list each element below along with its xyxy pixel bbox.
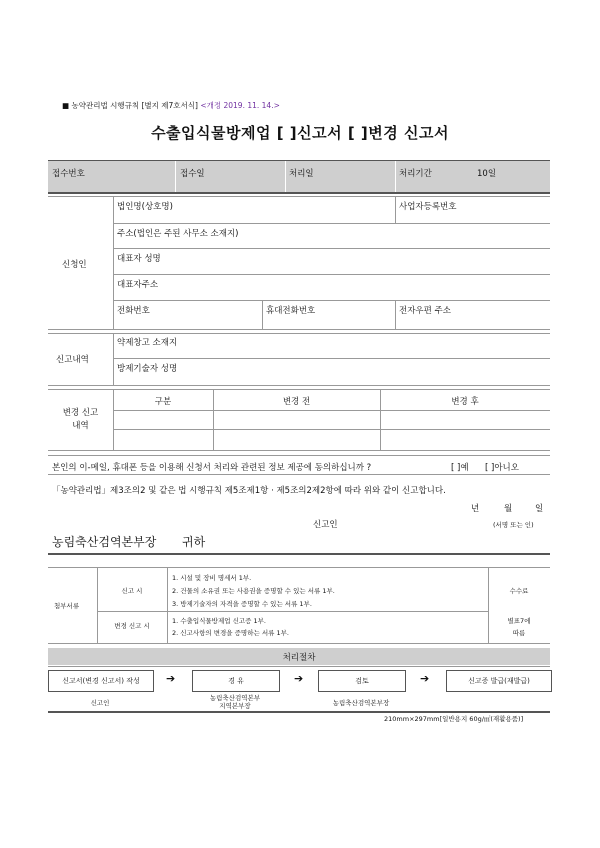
consent-yes[interactable]: [ ]예	[451, 463, 469, 473]
form-reference	[62, 100, 280, 111]
receipt-date-label: 접수일	[180, 169, 205, 179]
rep-name-label: 대표자 성명	[117, 254, 161, 264]
col-after-header: 변경 후	[451, 397, 479, 407]
process-period-label: 처리기간	[399, 169, 432, 179]
email-label: 전자우편 주소	[399, 306, 451, 316]
applicant-section-label: 신청인	[62, 260, 87, 270]
consent-question: 본인의 이-메일, 휴대폰 등을 이용해 신청서 처리와 관련된 정보 제공에 동의하십니까 ?	[52, 463, 372, 473]
declaration-text: 「농약관리법」제3조의2 및 같은 법 시행규칙 제5조제1항 · 제5조의2제2항에 따라 위와 같이 신고합니다.	[52, 486, 446, 496]
consent-no[interactable]: [ ]아니오	[485, 463, 519, 473]
rep-address-label: 대표자주소	[117, 280, 159, 290]
fee-label: 수수료	[509, 587, 529, 595]
page-title: 수출입식물방제업 [ ]신고서 [ ]변경 신고서	[151, 124, 449, 142]
arrow-right-icon: ➔	[294, 672, 304, 685]
actor-reporter: 신고인	[90, 699, 110, 707]
new-item-1: 1. 시설 및 장비 명세서 1부.	[172, 574, 252, 582]
fee-note-1: 별표7에	[507, 617, 531, 625]
arrow-right-icon: ➔	[166, 672, 176, 685]
form-ref-text: 농약관리법 시행규칙 [별지 제7호서식]	[71, 101, 198, 110]
change-section-label-1: 변경 신고	[62, 408, 99, 418]
recipient: 농림축산검역본부장	[52, 535, 157, 549]
actor-regional-2: 지역본부장	[219, 702, 251, 710]
change-report-label: 변경 신고 시	[114, 622, 150, 630]
procedure-title: 처리절차	[282, 653, 316, 663]
change-section-label-2: 내역	[72, 421, 89, 431]
process-date-label: 처리일	[289, 169, 314, 179]
corp-name-label: 법인명(상호명)	[117, 202, 173, 212]
col-before-header: 변경 전	[282, 397, 311, 407]
year-label: 년	[471, 504, 480, 514]
new-report-label: 신고 시	[121, 587, 143, 595]
recipient-line	[52, 533, 205, 550]
col-type-header: 구분	[154, 397, 172, 407]
phone-label: 전화번호	[117, 306, 150, 316]
sign-note: (서명 또는 인)	[493, 521, 534, 529]
actor-director: 농림축산검역본부장	[332, 699, 390, 707]
technician-label: 방제기술자 성명	[117, 364, 178, 374]
attachments-section-label: 첨부서류	[54, 602, 80, 610]
honorific: 귀하	[182, 535, 206, 549]
step-forward: 경 유	[192, 670, 280, 692]
receipt-number-label: 접수번호	[52, 169, 85, 179]
day-label: 일	[535, 504, 544, 514]
month-label: 월	[504, 504, 513, 514]
report-section-label: 신고내역	[56, 355, 89, 365]
change-item-2: 2. 신고사항의 변경을 증명하는 서류 1부.	[172, 629, 289, 637]
paper-spec: 210mm×297mm[일반용지 60g/㎡(재활용품)]	[384, 715, 524, 723]
warehouse-label: 약제창고 소재지	[117, 338, 178, 348]
mobile-label: 휴대전화번호	[266, 306, 316, 316]
revision-note: <개정 2019. 11. 14.>	[200, 101, 280, 110]
new-item-2: 2. 건물의 소유권 또는 사용권을 증명할 수 있는 서류 1부.	[172, 587, 335, 595]
bullet-icon: ■	[62, 101, 70, 110]
fee-note-2: 따름	[512, 629, 526, 637]
reporter-label: 신고인	[313, 520, 338, 530]
new-item-3: 3. 방제기술자의 자격을 증명할 수 있는 서류 1부.	[172, 600, 312, 608]
actor-regional-1: 농림축산검역본부	[209, 694, 261, 702]
step-write: 신고서(변경 신고서) 작성	[48, 670, 154, 692]
arrow-right-icon: ➔	[420, 672, 430, 685]
change-item-1: 1. 수출입식물방제업 신고증 1부.	[172, 617, 266, 625]
process-period-value: 10일	[477, 169, 497, 179]
address-label: 주소(법인은 주된 사무소 소재지)	[117, 229, 239, 239]
biz-reg-no-label: 사업자등록번호	[399, 202, 457, 212]
step-review: 검토	[318, 670, 406, 692]
step-issue: 신고증 발급(재발급)	[446, 670, 552, 692]
